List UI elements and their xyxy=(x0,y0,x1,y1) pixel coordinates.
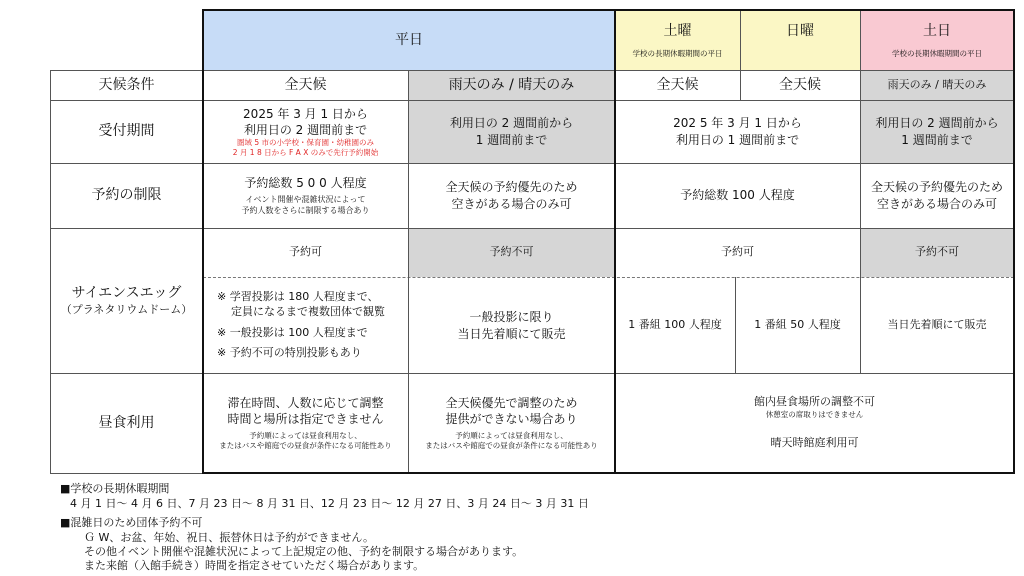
egg-c1-note3: ※ 予約不可の特別投影もあり xyxy=(217,346,362,360)
reception-c5-line1: 利用日の 2 週間前から xyxy=(875,116,999,131)
egg-bottom-weekend-rain-sun xyxy=(860,278,1014,373)
egg-bottom-weekday-all xyxy=(203,278,408,373)
grid-line-v740-top xyxy=(740,10,741,100)
egg-bottom-sunday-all xyxy=(735,278,860,373)
egg-top-weekday-rain-sun xyxy=(408,228,615,277)
lunch-c1-line1: 滞在時間、人数に応じて調整 xyxy=(227,396,384,411)
egg-c1-note1b: 定員になるまで複数団体で観覧 xyxy=(231,304,385,318)
limit-c2-line2: 空きがある場合のみ可 xyxy=(451,196,572,211)
grid-line-h373 xyxy=(50,373,1014,374)
grid-line-h473-right xyxy=(615,473,1014,474)
egg-top-c1-text: 予約可 xyxy=(289,245,322,259)
grid-line-h228 xyxy=(50,228,1014,229)
header-sunday-label: 日曜 xyxy=(786,22,814,39)
header-saturday xyxy=(615,10,740,70)
header-sunday xyxy=(740,10,860,70)
lunch-weekday-rain-sun xyxy=(408,373,615,473)
grid-line-v735-egg xyxy=(735,277,736,373)
grid-line-h10-right xyxy=(615,10,1014,11)
header-saturday-label: 土曜 xyxy=(663,22,692,39)
egg-c1-note2: ※ 一般投影は 100 人程度まで xyxy=(217,325,368,339)
lunch-c3-extra: 晴天時館庭利用可 xyxy=(770,435,859,449)
reception-c1-red1: 圏域 5 市の小学校・保育園・幼稚園のみ xyxy=(236,137,375,147)
weather-c4-text: 全天候 xyxy=(779,76,821,93)
reception-weekday-all xyxy=(203,100,408,163)
grid-line-v1014 xyxy=(1014,10,1015,473)
egg-c5-text: 当日先着順にて販売 xyxy=(887,318,987,332)
lunch-c1-sub2: またはバスや館庭での昼食が条件になる可能性あり xyxy=(219,441,392,451)
lunch-weekday-all xyxy=(203,373,408,473)
limit-c5-line1: 全天候の予約優先のため xyxy=(870,180,1003,195)
egg-label-sub: （プラネタリウムドーム） xyxy=(60,302,193,316)
limit-weekday-all xyxy=(203,163,408,228)
note-1-body: 4 月 1 日～ 4 月 6 日、7 月 23 日～ 8 月 31 日、12 月 23 日～ 12 月 27 日、3 月 24 日～ 3 月 31 日 xyxy=(70,497,589,510)
header-weekend-sub: 学校の長期休暇期間の平日 xyxy=(892,48,982,58)
limit-label-text: 予約の制限 xyxy=(91,187,162,204)
reception-weekday-rain-sun xyxy=(408,100,615,163)
reception-holiday-all xyxy=(615,100,860,163)
lunch-c2-sub1: 予約順によっては昼食利用なし、 xyxy=(455,431,568,441)
header-weekend xyxy=(860,10,1014,70)
weather-c1-text: 全天候 xyxy=(284,76,327,93)
reception-c1-line2: 利用日の 2 週間前まで xyxy=(243,122,368,137)
weather-c5-text: 雨天のみ / 晴天のみ xyxy=(887,77,987,91)
lunch-c3-main: 館内昼食場所の調整不可 xyxy=(754,395,875,409)
weather-weekday-rain-sun xyxy=(408,70,615,100)
egg-top-c3-text: 予約可 xyxy=(721,245,754,259)
lunch-c2-line2: 提供ができない場合あり xyxy=(445,412,578,427)
egg-bottom-saturday-all xyxy=(615,278,735,373)
limit-c2-line1: 全天候の予約優先のため xyxy=(445,180,578,195)
grid-line-h163 xyxy=(50,163,1014,164)
lunch-label-text: 昼食利用 xyxy=(98,414,155,431)
limit-holiday-all xyxy=(615,163,860,228)
egg-c4-text: 1 番組 50 人程度 xyxy=(754,318,841,332)
reception-c1-line1: 2025 年 3 月 1 日から xyxy=(243,106,368,121)
note-1-title: ■学校の長期休暇期間 xyxy=(60,482,170,495)
note-2-line2: その他イベント開催や混雑状況によって上記規定の他、予約を制限する場合があります。 xyxy=(84,545,524,558)
limit-weekday-rain-sun xyxy=(408,163,615,228)
reception-c5-line2: 1 週間前まで xyxy=(901,132,973,147)
grid-line-v860 xyxy=(860,10,861,373)
weather-c3-text: 全天候 xyxy=(656,76,699,93)
lunch-c2-line1: 全天候優先で調整のため xyxy=(445,396,578,411)
lunch-c1-line2: 時間と場所は指定できません xyxy=(227,412,384,427)
lunch-c3-sub: 休憩室の席取りはできません xyxy=(765,410,864,420)
reception-c2-line2: 1 週間前まで xyxy=(475,132,548,147)
reception-weekend-rain-sun xyxy=(860,100,1014,163)
weather-sunday-all xyxy=(740,70,860,100)
grid-line-h473 xyxy=(50,473,203,474)
grid-line-v408 xyxy=(408,70,409,473)
header-weekday-label: 平日 xyxy=(395,31,423,48)
egg-top-c2-text: 予約不可 xyxy=(489,245,534,259)
lunch-holiday-all xyxy=(615,373,1014,473)
row-label-lunch xyxy=(50,373,203,473)
lunch-c2-sub2: またはバスや館庭での昼食が条件になる可能性あり xyxy=(425,441,598,451)
limit-c1-main: 予約総数 5 0 0 人程度 xyxy=(244,175,367,190)
egg-c3-text: 1 番組 100 人程度 xyxy=(628,318,722,332)
row-label-reception xyxy=(50,100,203,163)
note-2-line1: Ｇ W、お盆、年始、祝日、振替休日は予約ができません。 xyxy=(84,531,375,544)
row-label-weather xyxy=(50,70,203,100)
egg-dashed-divider xyxy=(203,277,1014,278)
limit-c1-sub1: イベント開催や混雑状況によって xyxy=(245,194,366,204)
egg-top-holiday-all xyxy=(615,228,860,277)
egg-top-weekday-all xyxy=(203,228,408,277)
row-label-limit xyxy=(50,163,203,228)
limit-c1-sub2: 予約人数をさらに制限する場合あり xyxy=(241,205,370,215)
weather-weekday-all xyxy=(203,70,408,100)
grid-line-h100 xyxy=(50,100,1014,101)
egg-top-weekend-rain-sun xyxy=(860,228,1014,277)
grid-line-v50 xyxy=(50,70,51,473)
header-saturday-sub: 学校の長期休暇期間の平日 xyxy=(632,48,723,58)
note-2-line3: また来館（入館手続き）時間を指定させていただく場合があります。 xyxy=(84,559,425,572)
grid-line-h70 xyxy=(50,70,1014,71)
egg-c1-note1a: ※ 学習投影は 180 人程度まで、 xyxy=(217,289,379,303)
note-2-title: ■混雑日のため団体予約不可 xyxy=(60,516,203,529)
header-weekend-label: 土日 xyxy=(923,22,951,39)
egg-c2-line2: 当日先着順にて販売 xyxy=(457,326,566,341)
limit-c3-text: 予約総数 100 人程度 xyxy=(680,188,795,203)
reception-c3-line2: 利用日の 1 週間前まで xyxy=(675,132,800,147)
limit-weekend-rain-sun xyxy=(860,163,1014,228)
header-weekday xyxy=(203,10,615,70)
row-label-science-egg xyxy=(50,228,203,373)
weather-saturday-all xyxy=(615,70,740,100)
weather-label-text: 天候条件 xyxy=(98,76,155,93)
weather-weekend-rain-sun xyxy=(860,70,1014,100)
lunch-c1-sub1: 予約順によっては昼食利用なし、 xyxy=(249,431,362,441)
reception-label-text: 受付期間 xyxy=(98,123,155,140)
reception-c1-red2: 2 月 1 8 日から F A X のみで先行予約開始 xyxy=(232,147,379,157)
limit-c5-line2: 空きがある場合のみ可 xyxy=(876,196,997,211)
egg-top-c5-text: 予約不可 xyxy=(915,245,959,259)
reception-c2-line1: 利用日の 2 週間前から xyxy=(449,116,574,131)
weather-c2-text: 雨天のみ / 晴天のみ xyxy=(448,76,575,93)
egg-c2-line1: 一般投影に限り xyxy=(469,310,554,325)
reception-c3-line1: 202 5 年 3 月 1 日から xyxy=(673,116,802,131)
egg-label-text: サイエンスエッグ xyxy=(71,284,182,301)
egg-bottom-weekday-rain-sun xyxy=(408,278,615,373)
